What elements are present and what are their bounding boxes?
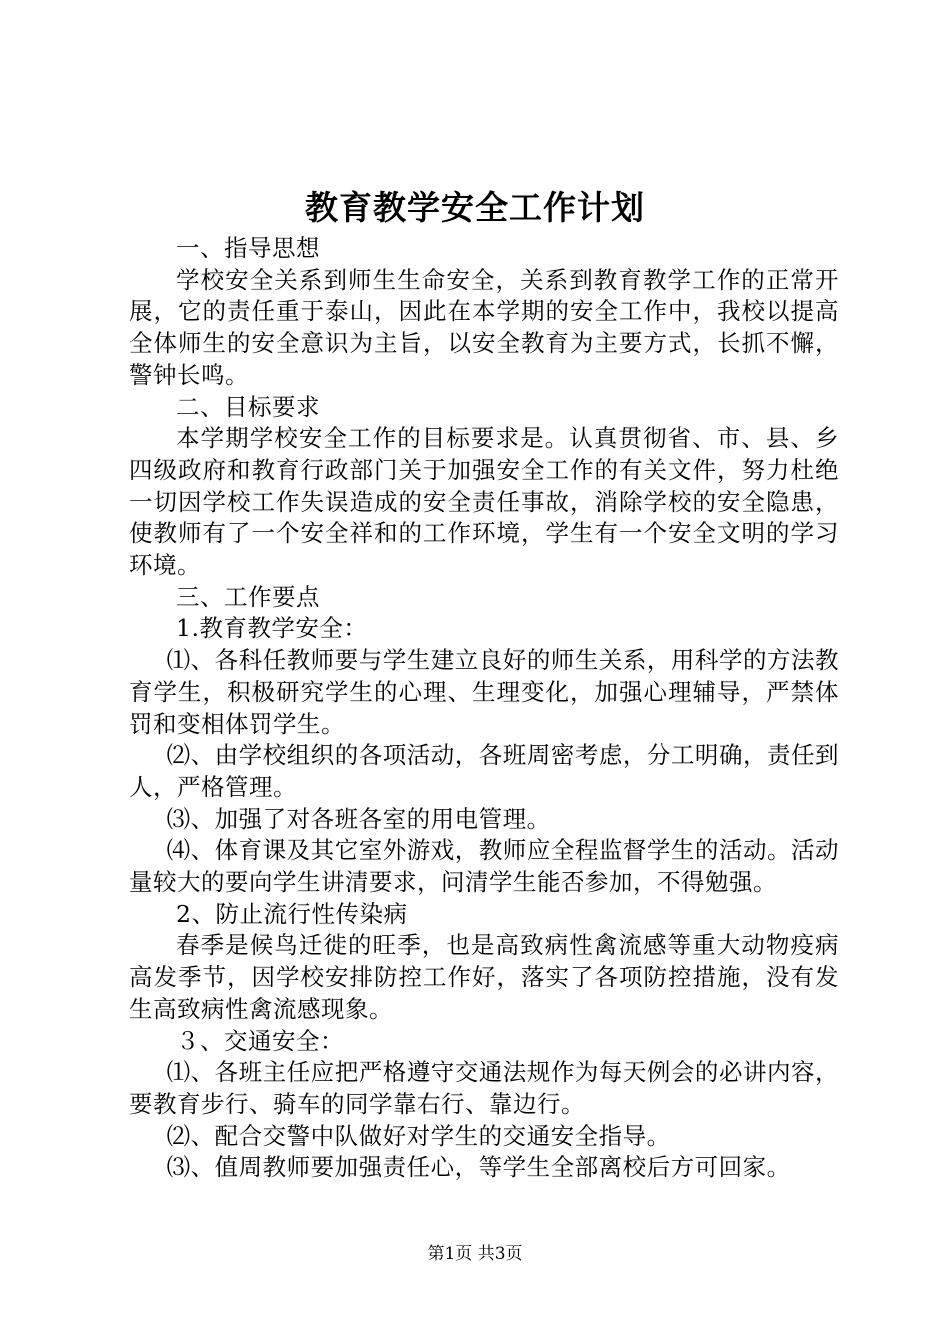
list-item-teaching-3: ⑶、加强了对各班各室的用电管理。 <box>166 804 551 833</box>
paragraph-epidemic-prevention: 春季是候鸟迁徙的旺季，也是高致病性禽流感等重大动物疫病高发季节，因学校安排防控工作好，落实了各项防控措施，没有发生高致病性禽流感现象。 <box>129 931 839 1023</box>
list-item-teaching-4: ⑷、体育课及其它室外游戏，教师应全程监督学生的活动。活动量较大的要向学生讲清要求，问清学生能否参加，不得勉强。 <box>129 836 839 897</box>
subheading-teaching-safety: 1.教育教学安全： <box>176 614 368 643</box>
document-body <box>129 233 839 1184</box>
subheading-traffic-safety: ３、交通安全： <box>176 1026 344 1055</box>
section-heading-guiding-ideology: 一、指导思想 <box>176 234 320 262</box>
section-heading-goals: 二、目标要求 <box>176 392 320 421</box>
list-item-teaching-2: ⑵、由学校组织的各项活动，各班周密考虑，分工明确，责任到人，严格管理。 <box>129 741 839 801</box>
list-item-teaching-1: ⑴、各科任教师要与学生建立良好的师生关系，用科学的方法教育学生，积极研究学生的心理、生理变化，加强心理辅导，严禁体罚和变相体罚学生。 <box>129 646 839 738</box>
subheading-epidemic-prevention: 2、防止流行性传染病 <box>176 899 408 928</box>
document-title: 教育教学安全工作计划 <box>305 188 645 227</box>
list-item-traffic-1: ⑴、各班主任应把严格遵守交通法规作为每天例会的必讲内容，要教育步行、骑车的同学靠右行、靠边行。 <box>129 1058 839 1118</box>
paragraph-guiding-ideology: 学校安全关系到师生生命安全，关系到教育教学工作的正常开展，它的责任重于泰山，因此在本学期的安全工作中，我校以提高全体师生的安全意识为主旨，以安全教育为主要方式，长抓不懈，警钟长鸣。 <box>129 265 839 389</box>
section-heading-work-points: 三、工作要点 <box>176 582 320 611</box>
list-item-traffic-3: ⑶、值周教师要加强责任心，等学生全部离校后方可回家。 <box>166 1153 791 1182</box>
paragraph-goals: 本学期学校安全工作的目标要求是。认真贯彻省、市、县、乡四级政府和教育行政部门关于加强安全工作的有关文件，努力杜绝一切因学校工作失误造成的安全责任事故，消除学校的安全隐患，使教师有了一个安全祥和的工作环境，学生有一个安全文明的学习环境。 <box>129 424 839 580</box>
page-footer: 第1页 共3页 <box>427 1244 523 1264</box>
list-item-traffic-2: ⑵、配合交警中队做好对学生的交通安全指导。 <box>166 1121 671 1150</box>
